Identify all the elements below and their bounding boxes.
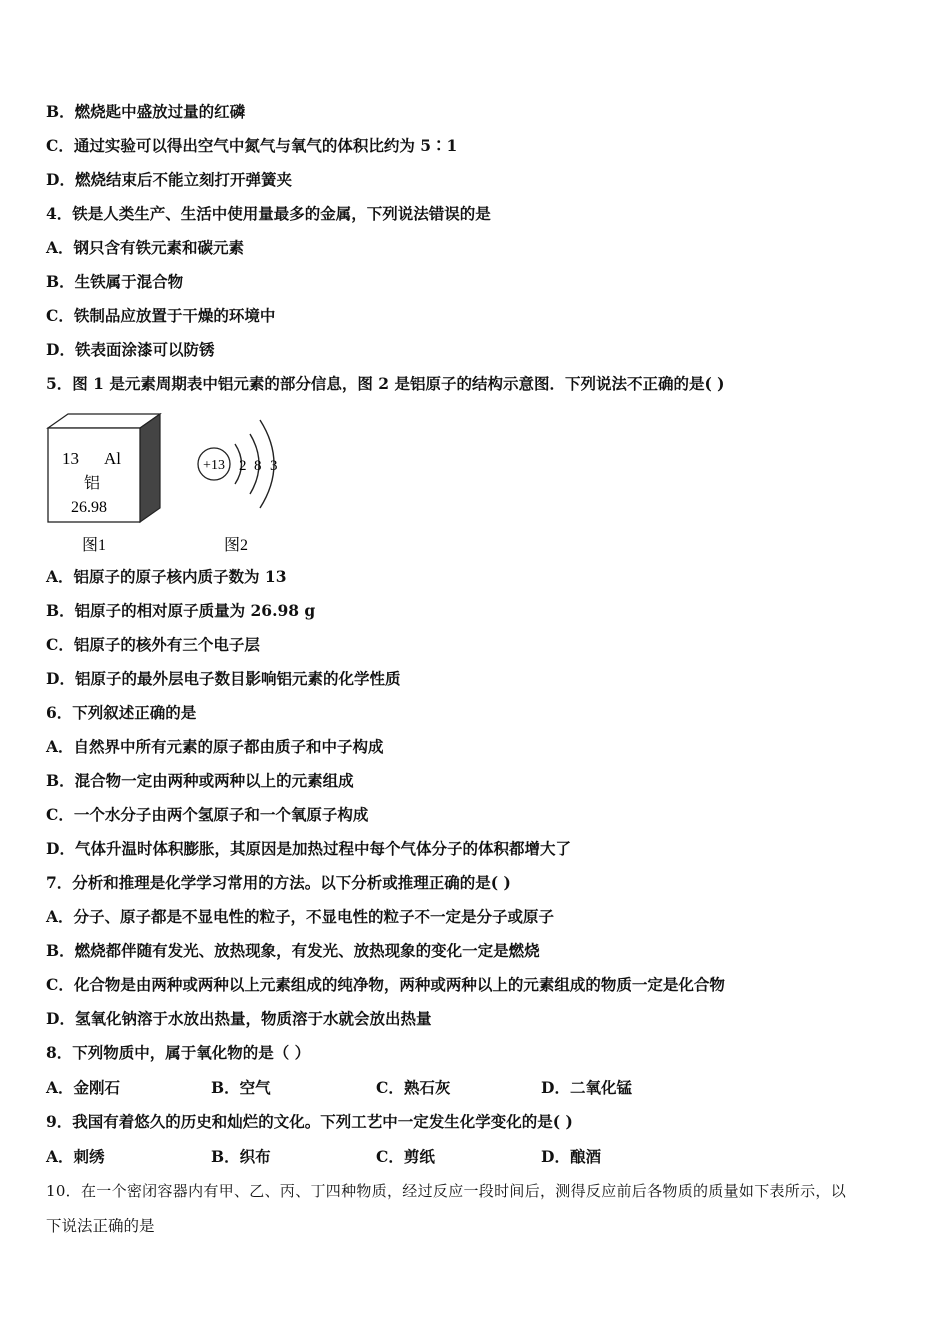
q9-option-b: B．织布 (211, 1147, 271, 1166)
shell-3-electrons: 3 (270, 458, 278, 474)
q9-stem: 9．我国有着悠久的历史和灿烂的文化。下列工艺中一定发生化学变化的是( ) (46, 1112, 573, 1131)
element-symbol: Al (104, 449, 121, 468)
q9-option-d: D．酿酒 (541, 1147, 601, 1166)
shell-1-electrons: 2 (239, 458, 247, 474)
q8-option-b: B．空气 (211, 1078, 271, 1097)
atomic-mass: 26.98 (71, 499, 107, 516)
nucleus-charge: +13 (203, 458, 225, 473)
q4-option-a: A．钢只含有铁元素和碳元素 (46, 238, 245, 257)
q4-option-b: B．生铁属于混合物 (46, 272, 184, 291)
q10-stem-line-1: 10．在一个密闭容器内有甲、乙、丙、丁四种物质，经过反应一段时间后，测得反应前后各物质的质量如下表所示，以 (46, 1182, 846, 1200)
q8-option-d: D．二氧化锰 (541, 1078, 632, 1097)
q6-option-c: C．一个水分子由两个氢原子和一个氧原子构成 (46, 805, 369, 824)
q5-option-c: C．铝原子的核外有三个电子层 (46, 635, 260, 654)
q9-option-c: C．剪纸 (376, 1147, 435, 1166)
q7-option-d: D．氢氧化钠溶于水放出热量，物质溶于水就会放出热量 (46, 1009, 432, 1028)
q6-stem: 6．下列叙述正确的是 (46, 703, 197, 722)
q4-option-d: D．铁表面涂漆可以防锈 (46, 340, 215, 359)
q6-option-b: B．混合物一定由两种或两种以上的元素组成 (46, 771, 354, 790)
q5-option-a: A．铝原子的原子核内质子数为 13 (46, 567, 287, 586)
aluminum-figures (40, 400, 290, 560)
atom-structure-diagram (198, 420, 278, 508)
q8-option-a: A．金刚石 (46, 1078, 121, 1097)
atomic-number: 13 (62, 449, 79, 468)
q3-option-b: B．燃烧匙中盛放过量的红磷 (46, 102, 246, 121)
q7-option-c: C．化合物是由两种或两种以上元素组成的纯净物，两种或两种以上的元素组成的物质一定是化合物 (46, 975, 725, 994)
q7-stem: 7．分析和推理是化学学习常用的方法。以下分析或推理正确的是( ) (46, 873, 511, 892)
q3-option-c: C．通过实验可以得出空气中氮气与氧气的体积比约为 5∶1 (46, 136, 458, 155)
fig1-caption: 图1 (82, 537, 107, 554)
q6-option-d: D．气体升温时体积膨胀，其原因是加热过程中每个气体分子的体积都增大了 (46, 839, 571, 858)
q7-option-a: A．分子、原子都是不显电性的粒子，不显电性的粒子不一定是分子或原子 (46, 907, 555, 926)
q5-stem: 5．图 1 是元素周期表中铝元素的部分信息，图 2 是铝原子的结构示意图．下列说法不正确的是( ) (46, 374, 725, 393)
q4-stem: 4．铁是人类生产、生活中使用量最多的金属，下列说法错误的是 (46, 204, 491, 223)
q8-stem: 8．下列物质中，属于氧化物的是（ ） (46, 1043, 311, 1062)
q5-option-b: B．铝原子的相对原子质量为 26.98 g (46, 601, 316, 620)
element-name: 铝 (84, 475, 101, 492)
q5-option-d: D．铝原子的最外层电子数目影响铝元素的化学性质 (46, 669, 401, 688)
q9-option-a: A．刺绣 (46, 1147, 105, 1166)
q7-option-b: B．燃烧都伴随有发光、放热现象，有发光、放热现象的变化一定是燃烧 (46, 941, 540, 960)
q6-option-a: A．自然界中所有元素的原子都由质子和中子构成 (46, 737, 384, 756)
shell-2-electrons: 8 (254, 458, 262, 474)
q10-stem-line-2: 下说法正确的是 (46, 1217, 155, 1235)
fig2-caption: 图2 (224, 537, 249, 554)
q3-option-d: D．燃烧结束后不能立刻打开弹簧夹 (46, 170, 292, 189)
periodic-table-cell (48, 414, 160, 522)
q8-option-c: C．熟石灰 (376, 1078, 451, 1097)
q4-option-c: C．铁制品应放置于干燥的环境中 (46, 306, 276, 325)
